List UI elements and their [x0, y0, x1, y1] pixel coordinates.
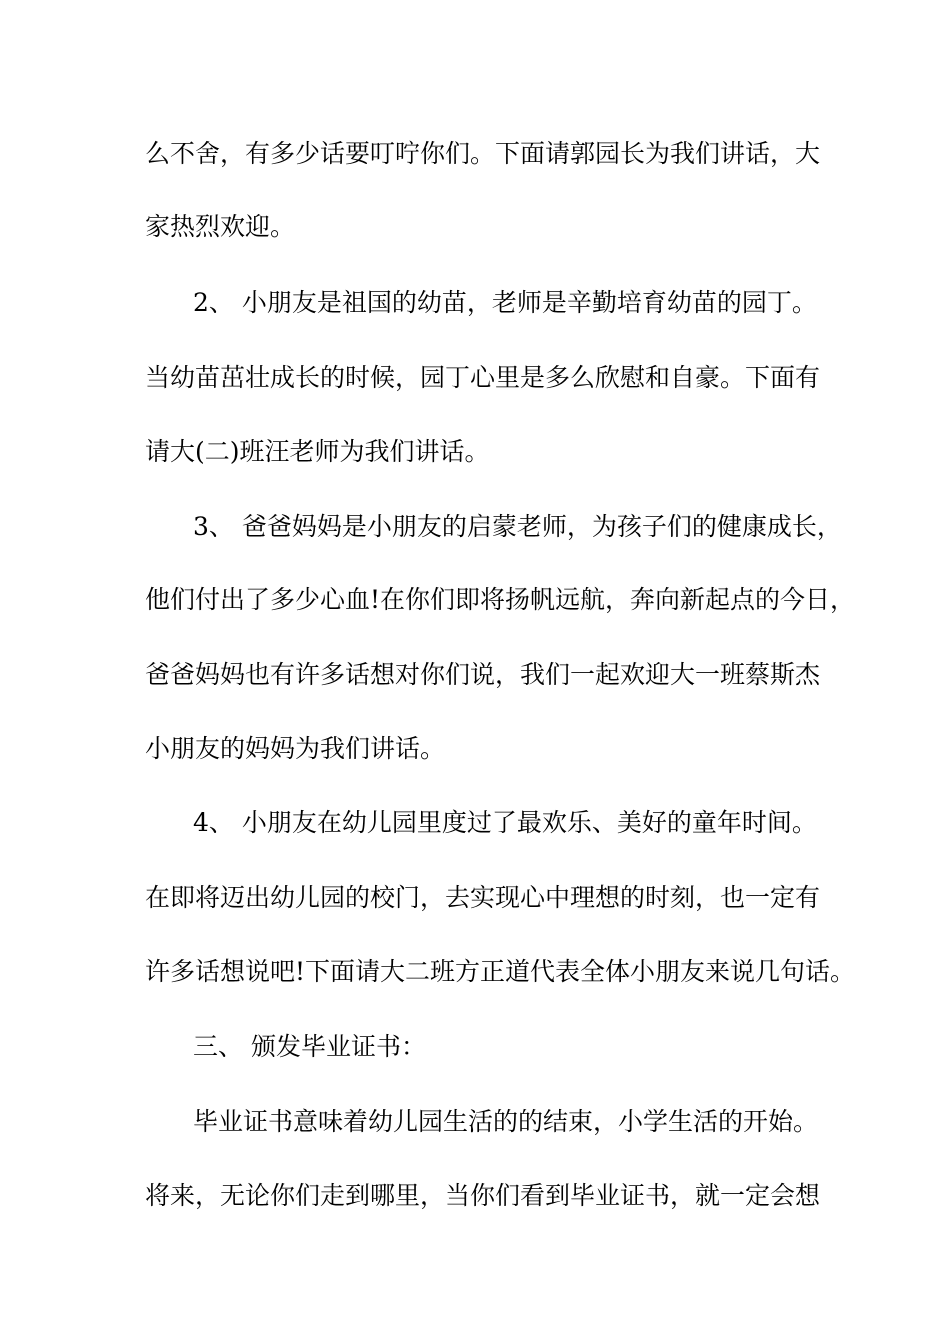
list-item-4-line: 4、 小朋友在幼儿园里度过了最欢乐、美好的童年时间。	[193, 808, 817, 837]
section-heading: 三、 颁发毕业证书：	[193, 1032, 426, 1061]
paragraph-line: 许多话想说吧!下面请大二班方正道代表全体小朋友来说几句话。	[145, 957, 856, 986]
list-item-2-line: 2、 小朋友是祖国的幼苗，老师是辛勤培育幼苗的园丁。	[193, 288, 817, 317]
paragraph-line: 请大(二)班汪老师为我们讲话。	[145, 437, 490, 466]
paragraph-line: 毕业证书意味着幼儿园生活的的结束，小学生活的开始。	[193, 1107, 819, 1136]
paragraph-line: 将来，无论你们走到哪里，当你们看到毕业证书，就一定会想	[145, 1181, 821, 1210]
list-item-3-line: 3、 爸爸妈妈是小朋友的启蒙老师，为孩子们的健康成长，	[193, 512, 842, 541]
paragraph-line: 当幼苗茁壮成长的时候，园丁心里是多么欣慰和自豪。下面有	[145, 363, 821, 392]
paragraph-line: 么不舍，有多少话要叮咛你们。下面请郭园长为我们讲话，大	[145, 139, 821, 168]
paragraph-line: 在即将迈出幼儿园的校门，去实现心中理想的时刻，也一定有	[145, 883, 821, 912]
paragraph-line: 家热烈欢迎。	[145, 212, 296, 241]
paragraph-line: 爸爸妈妈也有许多话想对你们说，我们一起欢迎大一班蔡斯杰	[145, 660, 821, 689]
paragraph-line: 小朋友的妈妈为我们讲话。	[145, 734, 446, 763]
paragraph-line: 他们付出了多少心血!在你们即将扬帆远航，奔向新起点的今日，	[145, 585, 856, 614]
